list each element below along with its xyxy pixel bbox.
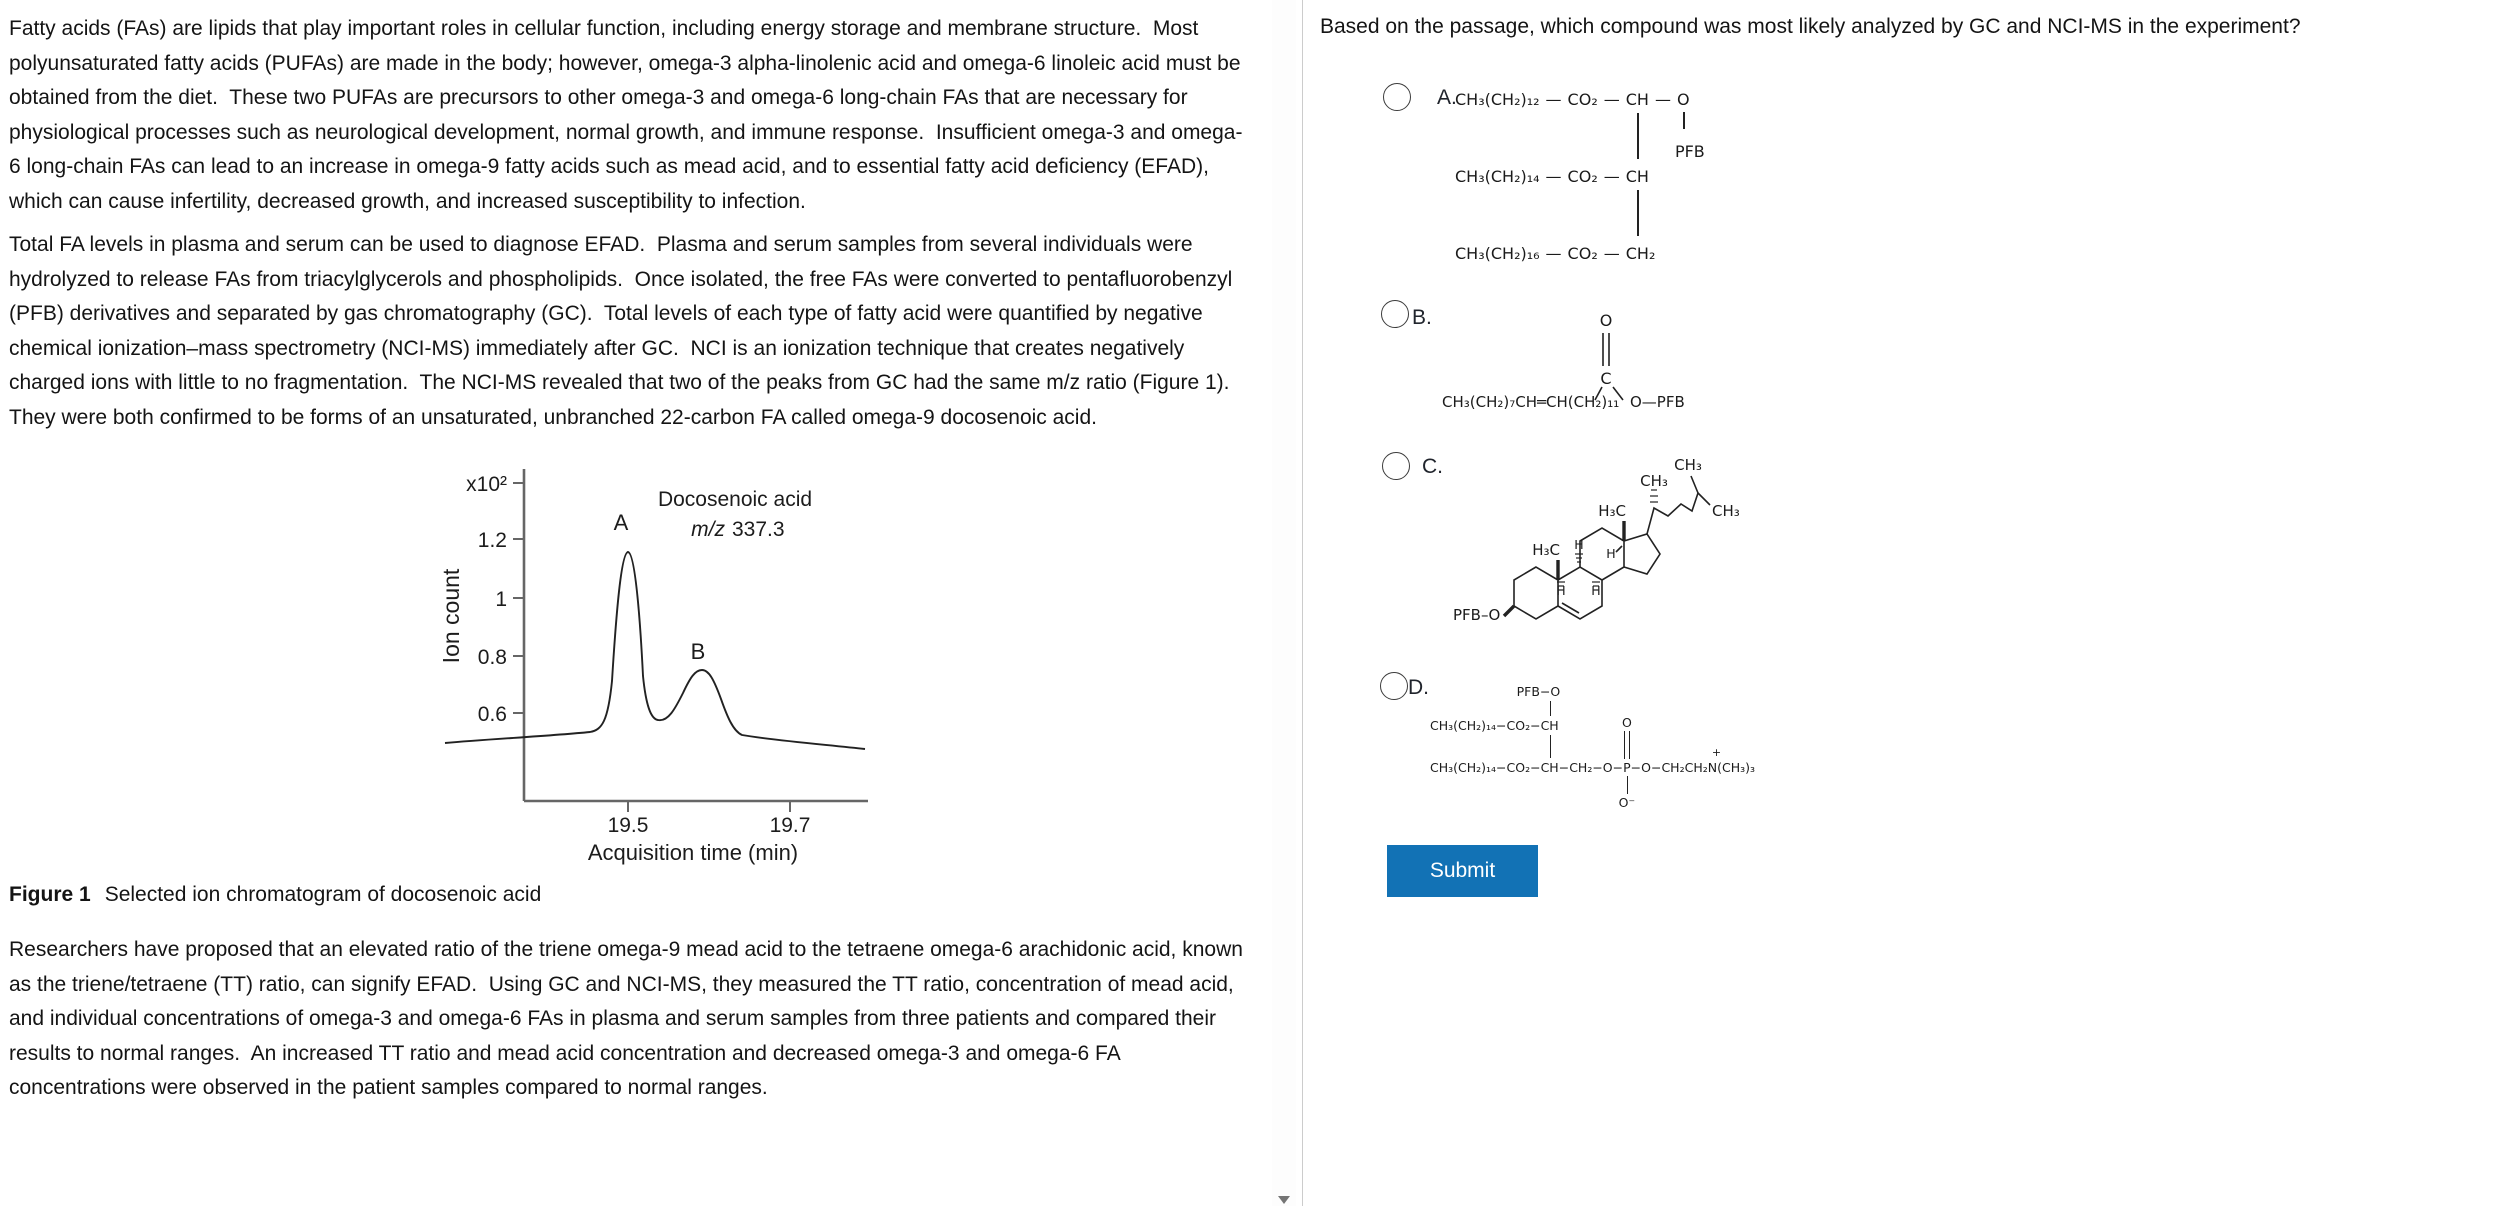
question-prompt: Based on the passage, which compound was most likely analyzed by GC and NCI-MS in the experiment? bbox=[1320, 15, 2301, 38]
bond-dash: — bbox=[1603, 90, 1620, 109]
option-d-structure bbox=[1428, 668, 1758, 838]
vertical-bond bbox=[1637, 190, 1639, 236]
figure-caption-text: Selected ion chromatogram of docosenoic acid bbox=[104, 883, 542, 906]
wedge-bonds bbox=[1504, 521, 1624, 616]
option-a-structure bbox=[1455, 90, 1755, 280]
peak-b-label: B bbox=[690, 639, 706, 664]
option-a-row1 bbox=[1455, 90, 1705, 161]
submit-button[interactable]: Submit bbox=[1387, 845, 1538, 897]
bond-lines bbox=[1595, 333, 1623, 400]
formula-fragment: CH bbox=[1541, 760, 1559, 775]
option-d-letter: D. bbox=[1408, 676, 1429, 699]
stereo-h-label: H bbox=[1556, 583, 1566, 598]
figure-caption-label: Figure 1 bbox=[9, 883, 91, 906]
stereo-h-label: H bbox=[1606, 546, 1616, 561]
scrollbar-down-arrow-icon[interactable] bbox=[1278, 1196, 1290, 1204]
vertical-bond bbox=[1627, 776, 1628, 794]
option-d-radio[interactable] bbox=[1380, 672, 1408, 700]
x-tick-19.7: 19.7 bbox=[769, 814, 811, 837]
c27-methyl-label: CH₃ bbox=[1712, 502, 1740, 520]
chromatogram-plot bbox=[435, 466, 880, 866]
formula-fragment: CH₃(CH₂)₁₄ bbox=[1455, 167, 1540, 186]
formula-fragment: −CH₂−O− bbox=[1558, 760, 1624, 775]
formula-fragment: CH PFB−O bbox=[1541, 718, 1559, 733]
x-tick-19.5: 19.5 bbox=[607, 814, 649, 837]
y-tick-1: 1 bbox=[495, 588, 507, 611]
chart-title: Docosenoic acid bbox=[657, 488, 813, 511]
formula-fragment: CH bbox=[1626, 167, 1649, 186]
peak-a-label: A bbox=[613, 510, 629, 535]
passage-paragraph-2: Total FA levels in plasma and serum can be used to diagnose EFAD. Plasma and serum samples from several individuals were hydrolyzed to release FAs from triacylglycerols and phospholipids. Once isolated, the free FAs were converted to pentafluorobenzyl (PFB) derivatives and separated by gas chromatography (GC). Total levels of each type of fatty acid were quantified by negative chemical ionization–mass spectrometry (NCI-MS) immediately after GC. NCI is an ionization technique that creates negatively charged ions with little to no fragmentation. The NCI-MS revealed that two of the peaks from GC had the same m/z ratio (Figure 1). They were both confirmed to be forms of an unsaturated, unbranched 22-carbon FA called omega-9 docosenoic acid. bbox=[9, 233, 1241, 429]
passage-paragraph-3: Researchers have proposed that an elevated ratio of the triene omega-9 mead acid to the tetraene omega-6 arachidonic acid, known as the triene/tetraene (TT) ratio, can signify EFAD. Using GC and NCI-MS, they measured the TT ratio, concentration of mead acid, and individual concentrations of omega-3 and omega-6 FAs in plasma and serum samples from three patients and compared their results to normal ranges. An increased TT ratio and mead acid concentration and decreased omega-3 and omega-6 FA concentrations were observed in the patient samples compared to normal ranges. bbox=[9, 938, 1249, 1099]
chart-mz-label: m/z bbox=[691, 518, 725, 541]
nitrogen-atom: N + bbox=[1707, 746, 1722, 775]
option-a-row2 bbox=[1455, 167, 1649, 186]
stereo-h-label: H bbox=[1591, 583, 1601, 598]
formula-fragment: O PFB bbox=[1674, 90, 1705, 161]
phosphate-double-bond-oxygen: O bbox=[1621, 715, 1632, 730]
ester-o-pfb: O—PFB bbox=[1630, 393, 1685, 411]
figure-caption bbox=[9, 882, 1262, 908]
phosphorus-atom: P O O⁻ bbox=[1618, 715, 1636, 810]
bond-dash: — bbox=[1603, 244, 1620, 263]
phosphate-anion-oxygen: O⁻ bbox=[1618, 795, 1636, 810]
chart-mz-value: 337.3 bbox=[732, 518, 785, 541]
formula-fragment: CH₃(CH₂)₁₄−CO₂− bbox=[1430, 718, 1541, 733]
option-b-structure bbox=[1442, 300, 1722, 420]
y-tick-0.6: 0.6 bbox=[477, 703, 507, 726]
vertical-bond bbox=[1550, 701, 1551, 716]
x-axis-label: Acquisition time (min) bbox=[587, 840, 799, 865]
y-axis-label: Ion count bbox=[438, 568, 464, 664]
option-c-structure bbox=[1448, 448, 1758, 658]
c18-methyl-label: H₃C bbox=[1598, 502, 1626, 520]
fatty-chain-formula: CH₃(CH₂)₇CH═CH(CH₂)₁₁ bbox=[1442, 393, 1620, 411]
bond-dash: — bbox=[1545, 167, 1562, 186]
passage-paragraph-1: Fatty acids (FAs) are lipids that play important roles in cellular function, including energy storage and membrane structure. Most polyunsaturated fatty acids (PUFAs) are made in the body; however, omega-3 alpha-linolenic acid and omega-6 linoleic acid must be obtained from the diet. These two PUFAs are precursors to other omega-3 and omega-6 long-chain FAs that are necessary for physiological processes such as neurological development, normal growth, and immune response. Insufficient omega-3 and omega-6 long-chain FAs can lead to an increase in omega-9 fatty acids such as mead acid, and to essential fatty acid deficiency (EFAD), which can cause infertility, decreased growth, and increased susceptibility to infection. bbox=[9, 17, 1247, 213]
bond-dash: — bbox=[1545, 90, 1562, 109]
c26-methyl-label: CH₃ bbox=[1674, 456, 1702, 474]
y-tick-1.2: 1.2 bbox=[477, 529, 507, 552]
option-c-letter: C. bbox=[1422, 455, 1443, 478]
formula-fragment: CH₃(CH₂)₁₄−CO₂− bbox=[1430, 760, 1541, 775]
question-panel bbox=[1304, 0, 2494, 1206]
formula-fragment: CO₂ bbox=[1567, 244, 1598, 263]
option-d-row2 bbox=[1430, 684, 1561, 733]
panel-divider bbox=[1302, 0, 1303, 1206]
option-a-letter: A. bbox=[1437, 86, 1457, 109]
double-bond-line bbox=[1629, 731, 1630, 759]
bond-dash: — bbox=[1654, 90, 1671, 109]
option-a-radio[interactable] bbox=[1383, 83, 1411, 111]
formula-fragment: CH₃(CH₂)₁₂ bbox=[1455, 90, 1540, 109]
vertical-bond bbox=[1637, 113, 1639, 159]
formula-fragment: CH bbox=[1626, 90, 1649, 109]
passage-scrollbar-track[interactable] bbox=[1272, 0, 1296, 1206]
formula-fragment: CO₂ bbox=[1567, 167, 1598, 186]
bond-dash: — bbox=[1545, 244, 1562, 263]
carbonyl-oxygen: O bbox=[1599, 311, 1613, 330]
stereo-h-label: H bbox=[1574, 537, 1584, 552]
y-tick-0.8: 0.8 bbox=[477, 646, 507, 669]
formula-fragment: CH₃(CH₂)₁₆ bbox=[1455, 244, 1540, 263]
c19-methyl-label: H₃C bbox=[1532, 541, 1560, 559]
pfb-o-label: PFB−O bbox=[1516, 684, 1561, 699]
formula-fragment: CO₂ bbox=[1567, 90, 1598, 109]
option-a-row3 bbox=[1455, 244, 1655, 263]
carbonyl-carbon: C bbox=[1600, 369, 1612, 388]
formula-fragment: CH₂ bbox=[1625, 244, 1656, 263]
option-b-radio[interactable] bbox=[1381, 300, 1409, 328]
figure-1-chromatogram bbox=[435, 466, 880, 866]
y-scale-label: x10² bbox=[466, 473, 507, 496]
bond-dash: — bbox=[1603, 167, 1620, 186]
vertical-bond bbox=[1683, 112, 1685, 129]
option-d-row3 bbox=[1430, 715, 1756, 810]
c21-methyl-label: CH₃ bbox=[1640, 472, 1668, 490]
pfb-o-label: PFB–O bbox=[1453, 606, 1501, 624]
chromatogram-trace bbox=[445, 552, 865, 749]
pfb-label: PFB bbox=[1674, 142, 1705, 161]
positive-charge: + bbox=[1711, 746, 1722, 759]
formula-fragment: (CH₃)₃ bbox=[1717, 760, 1756, 775]
vertical-bond bbox=[1550, 744, 1551, 758]
formula-fragment: −O−CH₂CH₂ bbox=[1630, 760, 1708, 775]
double-bond-line bbox=[1624, 731, 1625, 759]
option-c-radio[interactable] bbox=[1382, 452, 1410, 480]
option-b-letter: B. bbox=[1412, 306, 1432, 329]
